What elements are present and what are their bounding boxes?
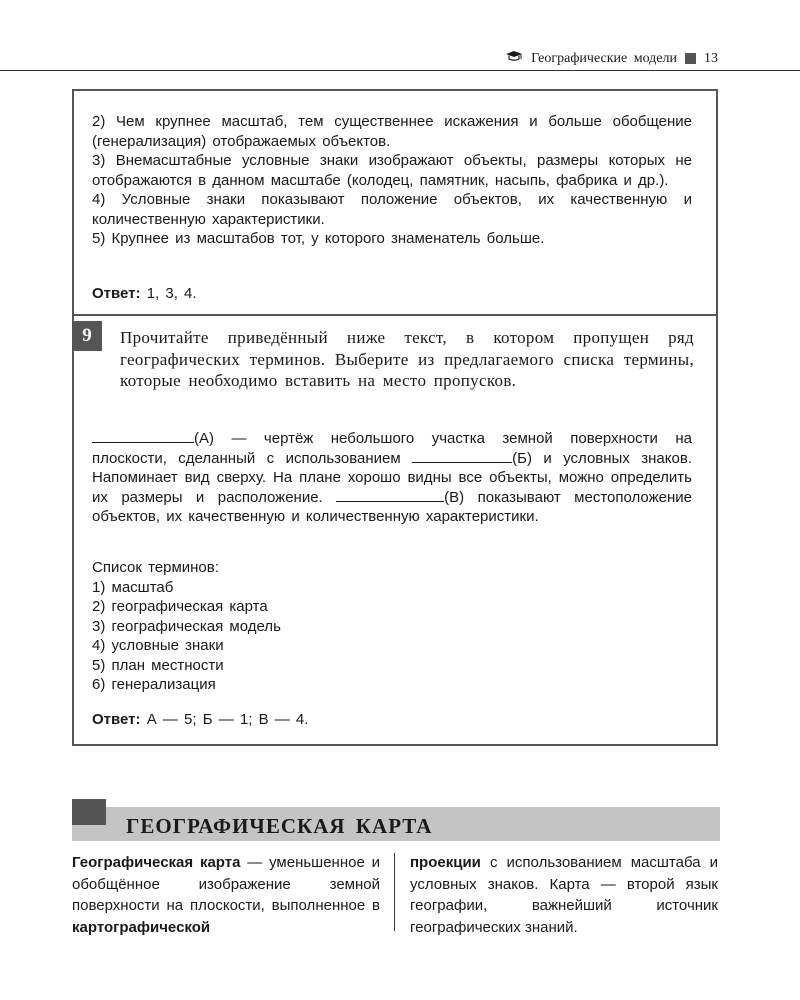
definition-text: — уменьшенное и обобщённое изображение земной поверхности на плоскости, выполненное в xyxy=(72,854,380,914)
task8-point: 2) Чем крупнее масштаб, тем существеннее искажения и больше обобщение (генерализация) отображаемых объектов. xyxy=(92,113,692,150)
list-item: 6) генерализация xyxy=(92,676,216,693)
task9-gapped-text xyxy=(92,429,692,527)
task-box xyxy=(72,89,718,746)
definition-bold: картографической xyxy=(72,918,211,936)
list-item: 1) масштаб xyxy=(92,578,174,596)
answer-label: Ответ: xyxy=(92,285,141,302)
header-rule xyxy=(0,70,800,71)
section-title: ГЕОГРАФИЧЕСКАЯ КАРТА xyxy=(126,814,433,838)
gap-marker-a: (А) xyxy=(194,430,214,447)
definition-column-right xyxy=(410,852,718,938)
task8-continuation xyxy=(92,112,692,249)
blank-b xyxy=(412,449,512,463)
task-number-badge: 9 xyxy=(72,321,102,351)
text-part-a: — чертёж небольшого участка земной поверхности на плоскости, сделанный с использованием xyxy=(92,430,692,467)
header-title: Географические модели xyxy=(531,50,677,66)
section-square-marker xyxy=(72,799,106,825)
text-part-b: и условных знаков. Напоминает вид сверху. На плане хорошо видны все объекты, можно определить их размеры и расположение. xyxy=(92,449,692,506)
list-item: 5) план местности xyxy=(92,656,224,674)
list-item: 3) географическая модель xyxy=(92,617,281,635)
page-number: 13 xyxy=(704,50,718,66)
header-square-marker xyxy=(685,53,696,64)
task8-point: 3) Внемасштабные условные знаки изображают объекты, размеры которых не отображаются в данном масштабе (колодец, памятник, насыпь, фабрика и др.). xyxy=(92,152,692,189)
answer-value: А — 5; Б — 1; В — 4. xyxy=(146,711,309,728)
task8-answer xyxy=(92,284,692,304)
blank-c xyxy=(336,488,444,502)
terms-list xyxy=(92,578,692,695)
task8-point: 5) Крупнее из масштабов тот, у которого знаменатель больше. xyxy=(92,230,545,247)
answer-label: Ответ: xyxy=(92,711,141,728)
task8-point: 4) Условные знаки показывают положение объектов, их качественную и количественную характеристики. xyxy=(92,191,692,228)
gap-marker-c: (В) xyxy=(444,488,465,506)
task9-answer xyxy=(92,710,692,730)
blank-a xyxy=(92,429,194,443)
column-divider xyxy=(394,853,395,931)
graduation-cap-icon xyxy=(505,50,523,67)
task9-prompt: Прочитайте приведённый ниже текст, в котором пропущен ряд географических терминов. Выберите из предлагаемого списка термины, которые необходимо вставить на место пропусков. xyxy=(120,328,694,390)
definition-bold: проекции xyxy=(410,854,481,871)
text-part-c: показывают местоположение объектов, их качественную и количественную характеристики. xyxy=(92,488,692,525)
list-item: 4) условные знаки xyxy=(92,637,224,654)
terms-title: Список терминов: xyxy=(92,559,219,576)
list-item: 2) географическая карта xyxy=(92,598,268,615)
terms-block xyxy=(92,558,692,695)
task-divider xyxy=(74,314,716,316)
defined-term: Географическая карта xyxy=(72,854,241,871)
definition-column-left xyxy=(72,852,380,938)
definition-text: с использованием масштаба и условных знаков. Карта — второй язык географии, важнейший источник географических знаний. xyxy=(410,854,718,936)
gap-marker-b: (Б) xyxy=(512,449,532,467)
running-head xyxy=(505,50,718,67)
answer-value: 1, 3, 4. xyxy=(146,285,197,302)
